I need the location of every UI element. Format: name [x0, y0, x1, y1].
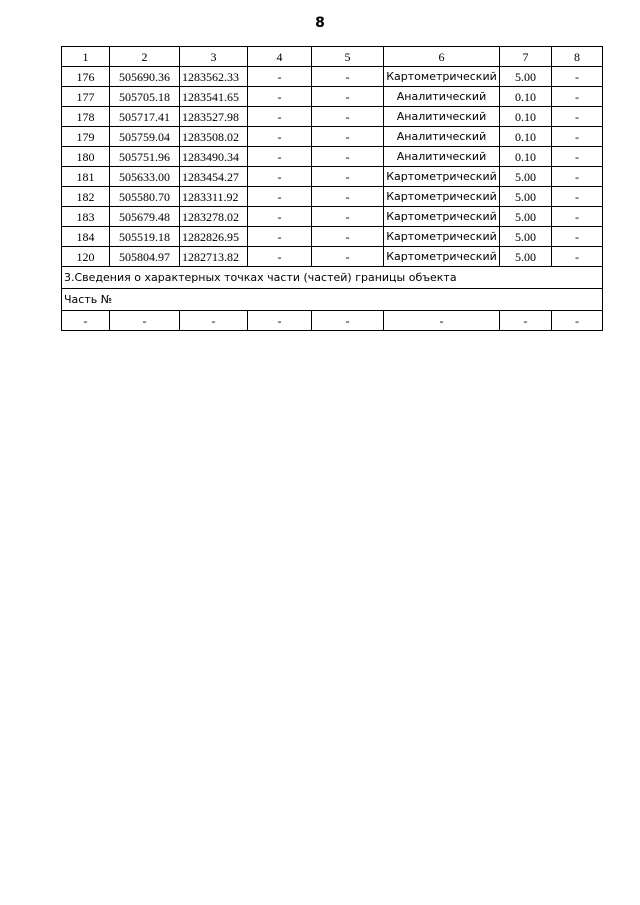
precision-cell: 5.00: [500, 207, 552, 227]
point-number-cell: 182: [62, 187, 110, 207]
method-cell: Аналитический: [384, 107, 500, 127]
col8-cell: -: [552, 147, 603, 167]
x-coordinate-cell: 505690.36: [110, 67, 180, 87]
empty-cell: -: [110, 311, 180, 331]
method-cell: Картометрический: [384, 227, 500, 247]
x-coordinate-cell: 505519.18: [110, 227, 180, 247]
header-cell: 6: [384, 47, 500, 67]
empty-cell: -: [552, 311, 603, 331]
header-cell: 3: [180, 47, 248, 67]
method-cell: Картометрический: [384, 167, 500, 187]
part-label: Часть №: [62, 289, 603, 311]
x-coordinate-cell: 505633.00: [110, 167, 180, 187]
col5-cell: -: [312, 107, 384, 127]
x-coordinate-cell: 505759.04: [110, 127, 180, 147]
col4-cell: -: [248, 227, 312, 247]
y-coordinate-cell: 1283527.98: [180, 107, 248, 127]
x-coordinate-cell: 505717.41: [110, 107, 180, 127]
col5-cell: -: [312, 227, 384, 247]
y-coordinate-cell: 1283278.02: [180, 207, 248, 227]
empty-cell: -: [312, 311, 384, 331]
col8-cell: -: [552, 107, 603, 127]
table-row: [62, 147, 603, 167]
section-title: 3.Сведения о характерных точках части (частей) границы объекта: [62, 267, 603, 289]
header-cell: 7: [500, 47, 552, 67]
table-row: [62, 227, 603, 247]
point-number-cell: 184: [62, 227, 110, 247]
point-number-cell: 181: [62, 167, 110, 187]
empty-row: [62, 311, 603, 331]
table-row: [62, 87, 603, 107]
x-coordinate-cell: 505751.96: [110, 147, 180, 167]
header-cell: 8: [552, 47, 603, 67]
y-coordinate-cell: 1283508.02: [180, 127, 248, 147]
part-row: [62, 289, 603, 311]
col5-cell: -: [312, 127, 384, 147]
header-cell: 5: [312, 47, 384, 67]
col5-cell: -: [312, 67, 384, 87]
col4-cell: -: [248, 187, 312, 207]
header-cell: 4: [248, 47, 312, 67]
precision-cell: 0.10: [500, 107, 552, 127]
col4-cell: -: [248, 127, 312, 147]
y-coordinate-cell: 1283454.27: [180, 167, 248, 187]
col8-cell: -: [552, 227, 603, 247]
precision-cell: 5.00: [500, 187, 552, 207]
col5-cell: -: [312, 87, 384, 107]
header-row: [62, 47, 603, 67]
empty-cell: -: [248, 311, 312, 331]
table-row: [62, 107, 603, 127]
table-row: [62, 67, 603, 87]
header-cell: 1: [62, 47, 110, 67]
empty-cell: -: [62, 311, 110, 331]
col8-cell: -: [552, 247, 603, 267]
col8-cell: -: [552, 167, 603, 187]
col8-cell: -: [552, 187, 603, 207]
precision-cell: 0.10: [500, 127, 552, 147]
x-coordinate-cell: 505580.70: [110, 187, 180, 207]
point-number-cell: 178: [62, 107, 110, 127]
method-cell: Картометрический: [384, 187, 500, 207]
y-coordinate-cell: 1282713.82: [180, 247, 248, 267]
point-number-cell: 180: [62, 147, 110, 167]
header-cell: 2: [110, 47, 180, 67]
col8-cell: -: [552, 207, 603, 227]
table-row: [62, 167, 603, 187]
point-number-cell: 120: [62, 247, 110, 267]
x-coordinate-cell: 505705.18: [110, 87, 180, 107]
col4-cell: -: [248, 247, 312, 267]
col4-cell: -: [248, 147, 312, 167]
col8-cell: -: [552, 127, 603, 147]
page-number: 8: [315, 15, 325, 31]
y-coordinate-cell: 1283562.33: [180, 67, 248, 87]
x-coordinate-cell: 505804.97: [110, 247, 180, 267]
y-coordinate-cell: 1283541.65: [180, 87, 248, 107]
section-row: [62, 267, 603, 289]
y-coordinate-cell: 1283311.92: [180, 187, 248, 207]
table-row: [62, 207, 603, 227]
method-cell: Аналитический: [384, 87, 500, 107]
precision-cell: 5.00: [500, 227, 552, 247]
precision-cell: 0.10: [500, 147, 552, 167]
precision-cell: 0.10: [500, 87, 552, 107]
col5-cell: -: [312, 187, 384, 207]
x-coordinate-cell: 505679.48: [110, 207, 180, 227]
coordinates-table: [61, 46, 603, 331]
col5-cell: -: [312, 167, 384, 187]
col5-cell: -: [312, 247, 384, 267]
method-cell: Аналитический: [384, 127, 500, 147]
empty-cell: -: [384, 311, 500, 331]
method-cell: Картометрический: [384, 247, 500, 267]
col4-cell: -: [248, 107, 312, 127]
col4-cell: -: [248, 167, 312, 187]
point-number-cell: 176: [62, 67, 110, 87]
col5-cell: -: [312, 207, 384, 227]
col8-cell: -: [552, 87, 603, 107]
y-coordinate-cell: 1282826.95: [180, 227, 248, 247]
point-number-cell: 179: [62, 127, 110, 147]
table-row: [62, 187, 603, 207]
col8-cell: -: [552, 67, 603, 87]
table-row: [62, 127, 603, 147]
method-cell: Аналитический: [384, 147, 500, 167]
point-number-cell: 183: [62, 207, 110, 227]
col4-cell: -: [248, 87, 312, 107]
y-coordinate-cell: 1283490.34: [180, 147, 248, 167]
col4-cell: -: [248, 207, 312, 227]
point-number-cell: 177: [62, 87, 110, 107]
method-cell: Картометрический: [384, 207, 500, 227]
precision-cell: 5.00: [500, 167, 552, 187]
table-row: [62, 247, 603, 267]
precision-cell: 5.00: [500, 67, 552, 87]
empty-cell: -: [180, 311, 248, 331]
col5-cell: -: [312, 147, 384, 167]
empty-cell: -: [500, 311, 552, 331]
col4-cell: -: [248, 67, 312, 87]
precision-cell: 5.00: [500, 247, 552, 267]
table-body: [62, 47, 603, 331]
method-cell: Картометрический: [384, 67, 500, 87]
